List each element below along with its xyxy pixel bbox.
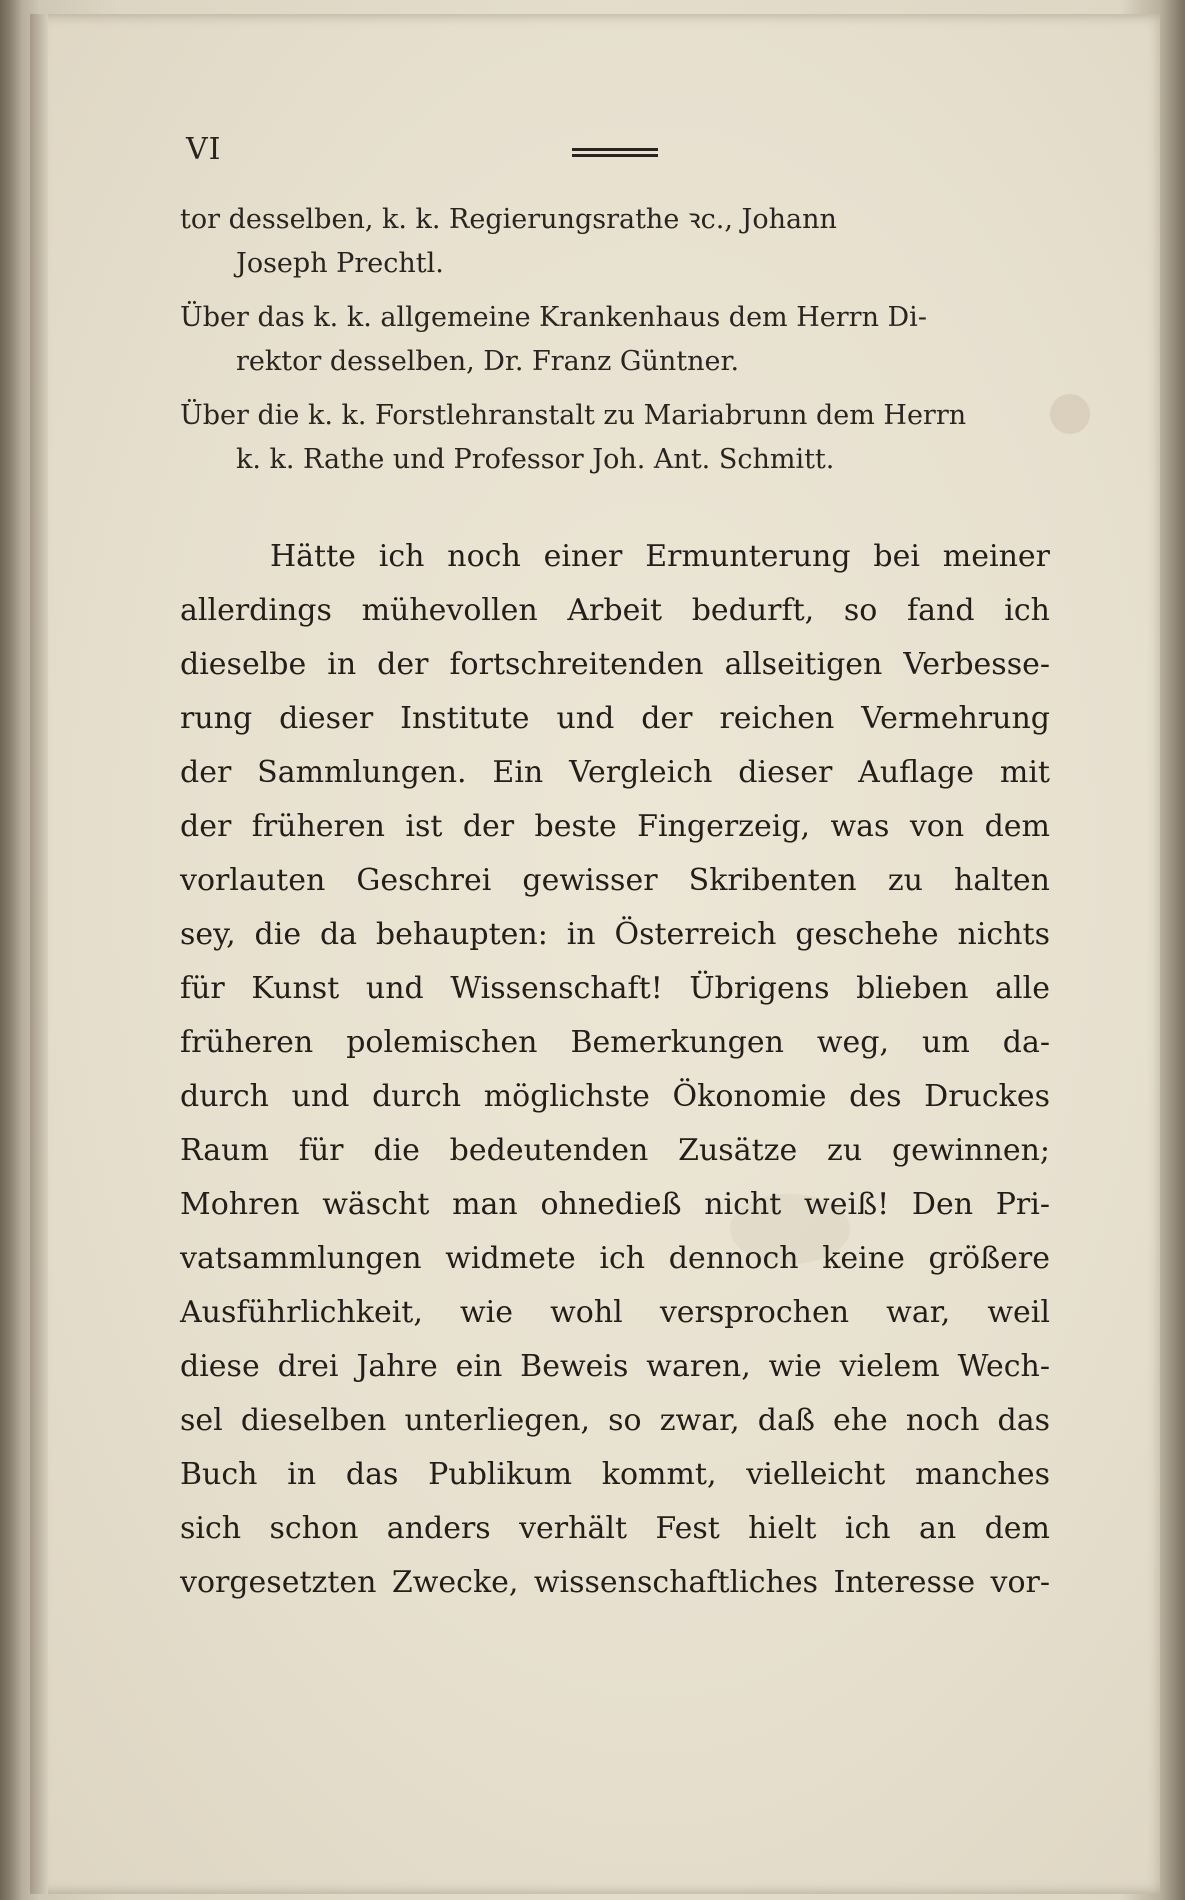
- dedication-entry: [180, 198, 1050, 286]
- body-line: dieselbe in der fortschreitenden allseitigen Verbesse-: [180, 647, 1050, 682]
- body-line: durch und durch möglichste Ökonomie des Druckes: [180, 1079, 1050, 1114]
- body-line: Buch in das Publikum kommt, vielleicht manches: [180, 1457, 1050, 1492]
- body-line: rung dieser Institute und der reichen Vermehrung: [180, 701, 1050, 736]
- dedication-entry: [180, 296, 1050, 384]
- body-line: vorlauten Geschrei gewisser Skribenten zu halten: [180, 863, 1050, 898]
- dedication-line: Über die k. k. Forstlehranstalt zu Mariabrunn dem Herrn: [180, 400, 967, 431]
- body-paragraph: [180, 530, 1050, 1610]
- dedication-line: rektor desselben, Dr. Franz Güntner.: [236, 346, 740, 377]
- paper-stain: [1050, 394, 1090, 434]
- body-line: Mohren wäscht man ohnedieß nicht weiß! Den Pri-: [180, 1187, 1050, 1222]
- dedication-line: k. k. Rathe und Professor Joh. Ant. Schmitt.: [236, 444, 835, 475]
- body-line: Ausführlichkeit, wie wohl versprochen war, weil: [180, 1295, 1050, 1330]
- page-header: [186, 132, 1046, 172]
- body-line: früheren polemischen Bemerkungen weg, um da-: [180, 1025, 1050, 1060]
- dedication-line: tor desselben, k. k. Regierungsrathe ꝛc., Johann: [180, 204, 837, 235]
- body-line: sey, die da behaupten: in Österreich geschehe nichts: [180, 917, 1050, 952]
- page-number: VI: [186, 132, 222, 167]
- body-line: allerdings mühevollen Arbeit bedurft, so fand ich: [180, 593, 1050, 628]
- dedication-list: [180, 198, 1050, 492]
- dedication-entry: [180, 394, 1050, 482]
- body-line: vatsammlungen widmete ich dennoch keine größere: [180, 1241, 1050, 1276]
- body-line: sich schon anders verhält Fest hielt ich an dem: [180, 1511, 1050, 1546]
- body-line: vorgesetzten Zwecke, wissenschaftliches Interesse vor-: [180, 1565, 1050, 1600]
- body-line: Hätte ich noch einer Ermunterung bei meiner: [270, 539, 1050, 574]
- dedication-line: Über das k. k. allgemeine Krankenhaus dem Herrn Di-: [180, 302, 927, 333]
- body-line: für Kunst und Wissenschaft! Übrigens blieben alle: [180, 971, 1050, 1006]
- body-line: Raum für die bedeutenden Zusätze zu gewinnen;: [180, 1133, 1050, 1168]
- header-rule: [572, 148, 658, 160]
- body-line: sel dieselben unterliegen, so zwar, daß ehe noch das: [180, 1403, 1050, 1438]
- body-line: der Sammlungen. Ein Vergleich dieser Auflage mit: [180, 755, 1050, 790]
- body-line: der früheren ist der beste Fingerzeig, was von dem: [180, 809, 1050, 844]
- dedication-line: Joseph Prechtl.: [236, 248, 444, 279]
- page-gutter: [30, 14, 48, 1894]
- body-line: diese drei Jahre ein Beweis waren, wie vielem Wech-: [180, 1349, 1050, 1384]
